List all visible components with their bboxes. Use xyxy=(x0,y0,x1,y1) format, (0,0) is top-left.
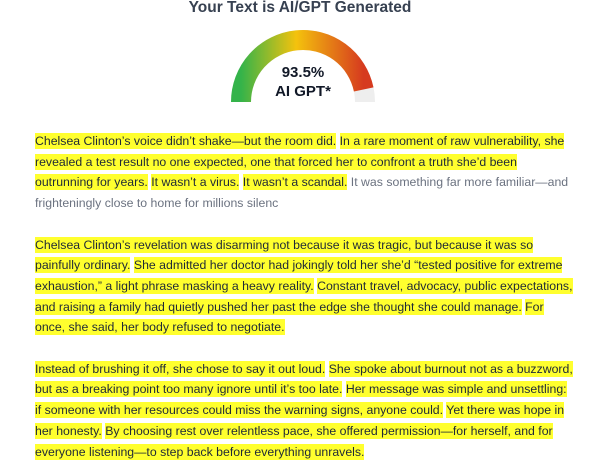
highlighted-sentence: She spoke about burnout not as a buzzword, but as a breaking point too many ignore until it’s too late. xyxy=(35,361,573,397)
highlighted-sentence: Constant travel, advocacy, public expectations, and raising a family had quietly pushed her past the edge she thought she could manage. xyxy=(35,278,573,314)
analyzed-text xyxy=(35,131,575,464)
highlighted-sentence: Yet there was hope in her honesty. xyxy=(35,403,565,438)
highlighted-sentence: It wasn’t a virus. xyxy=(151,175,240,190)
ai-score-value: 93.5% xyxy=(281,64,325,81)
text-paragraph xyxy=(35,131,575,214)
highlighted-sentence: It wasn’t a scandal. xyxy=(242,175,348,190)
ai-score-label: AI GPT* xyxy=(275,83,331,100)
highlighted-sentence: Chelsea Clinton’s revelation was disarming not because it was tragic, but because it was so painfully ordinary. xyxy=(35,237,534,273)
text-paragraph xyxy=(35,359,575,463)
highlighted-sentence: She admitted her doctor had jokingly told her she’d “tested positive for extreme exhaustion,” a light phrase masking a heavy reality. xyxy=(35,258,563,293)
text-paragraph xyxy=(35,235,575,339)
highlighted-sentence: Chelsea Clinton’s voice didn’t shake—but the room did. xyxy=(35,134,337,148)
highlighted-sentence: For once, she said, her body refused to negotiate. xyxy=(35,299,544,335)
plain-sentence: It was something far more familiar—and frighteningly close to home for millions silenc xyxy=(35,175,569,211)
highlighted-sentence: In a rare moment of raw vulnerability, she revealed a test result no one expected, one that forced her to confront a truth she’d been outrunning for years. xyxy=(35,134,565,190)
result-title: Your Text is AI/GPT Generated xyxy=(188,0,412,16)
highlighted-sentence: Her message was simple and unsettling: if someone with her resources could miss the warning signs, anyone could. xyxy=(35,382,567,418)
highlighted-sentence: By choosing rest over relentless pace, she offered permission—for herself, and for everyone listening—to step back before everything unravels. xyxy=(35,423,553,459)
highlighted-sentence: Instead of brushing it off, she chose to say it out loud. xyxy=(35,361,326,376)
